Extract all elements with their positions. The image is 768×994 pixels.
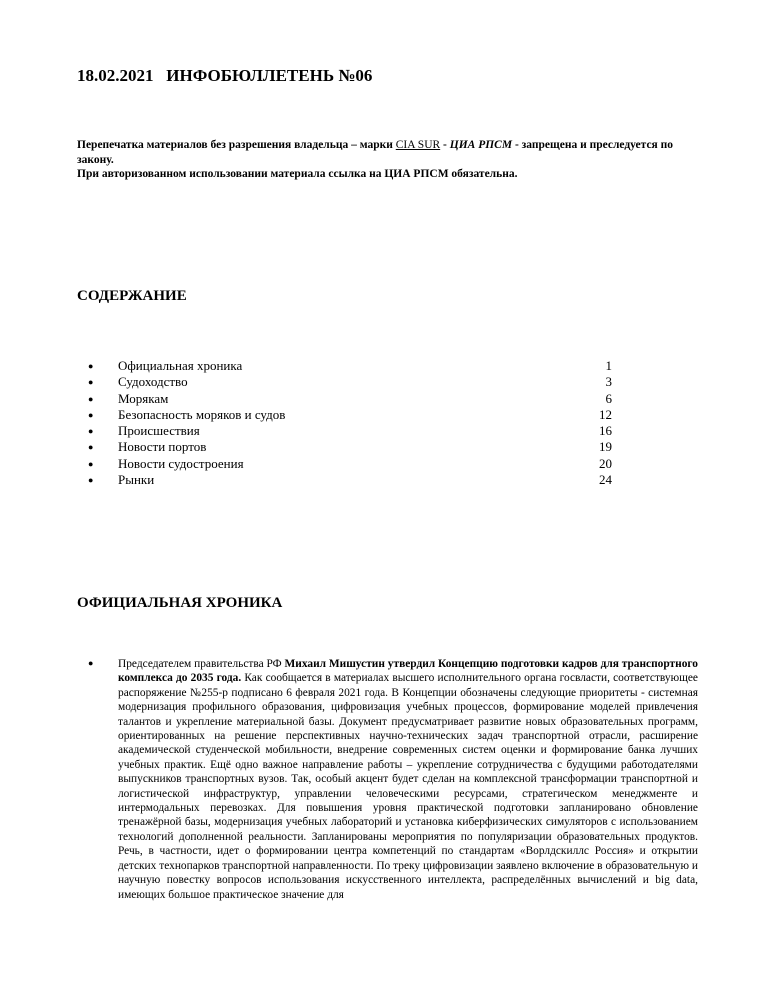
bullet-icon: ● bbox=[88, 442, 94, 453]
bullet-icon: ● bbox=[88, 361, 94, 371]
toc-item-page: 24 bbox=[599, 472, 612, 488]
notice-line-2: При авторизованном использовании материала ссылка на ЦИА РПСМ обязательна. bbox=[77, 168, 518, 180]
toc-item[interactable] bbox=[88, 472, 612, 488]
toc-item-page: 19 bbox=[599, 439, 612, 455]
table-of-contents bbox=[88, 358, 612, 488]
bullet-icon: ● bbox=[88, 475, 94, 486]
bulletin-title: 18.02.2021 ИНФОБЮЛЛЕТЕНЬ №06 bbox=[77, 66, 373, 85]
bullet-icon: ● bbox=[88, 458, 94, 469]
toc-item[interactable] bbox=[88, 407, 612, 423]
article-lead: Председателем правительства РФ bbox=[118, 658, 285, 670]
notice-line-1 bbox=[77, 138, 703, 167]
bullet-icon: ● bbox=[88, 409, 94, 420]
notice-text-1: Перепечатка материалов без разрешения владельца – марки bbox=[77, 139, 396, 151]
toc-item-page: 6 bbox=[605, 390, 612, 406]
toc-item[interactable] bbox=[88, 358, 612, 374]
toc-item-page: 16 bbox=[599, 423, 612, 439]
toc-item-label: Рынки bbox=[118, 472, 155, 488]
toc-item[interactable] bbox=[88, 374, 612, 390]
bullet-icon: ● bbox=[88, 393, 94, 404]
toc-item-page: 20 bbox=[599, 455, 612, 471]
toc-item-page: 3 bbox=[605, 374, 612, 390]
toc-item[interactable] bbox=[88, 439, 612, 455]
toc-item-label: Морякам bbox=[118, 390, 169, 406]
bullet-icon: ● bbox=[88, 658, 94, 668]
article-item bbox=[88, 657, 700, 902]
article-body: Как сообщается в материалах высшего исполнительного органа госвласти, соответствующее распоряжение №255-р подписано 6 февраля 2021 года. В Концепции обозначены следующие приоритеты - системная модернизация профильного образования, цифровизация учебных процессов, формирование моделей привлечения талантов и укрепление материальной базы. Документ предусматривает развитие новых образовательных программ, ориентированных на решение перспективных научно-технических задач транспортной отрасли, расширение академической студенческой мобильности, внедрение современных систем оценки и формирование банка лучших учебных практик. Ещё одно важное направление работы – укрепление сотрудничества с будущими работодателями выпускников транспортных вузов. Так, особый акцент будет сделан на комплексной трансформации транспортной и логистической инфраструктур, управлении человеческими ресурсами, стратегическом менеджменте и интермодальных перевозках. Для повышения уровня практической подготовки запланировано обновление тренажёрной базы, модернизация учебных лабораторий и установка киберфизических симуляторов с использованием технологий дополненной реальности. Запланированы мероприятия по популяризации образовательных продуктов. Речь, в частности, идет о формировании центра компетенций по стандартам «Ворлдскиллс Россия» и открытии детских технопарков транспортной направленности. По треку цифровизации заявлено включение в образовательную и научную повестку вопросов использования искусственного интеллекта, распределённых вычислений и big data, имеющих большое практическое значение для bbox=[118, 672, 698, 901]
toc-item-label: Судоходство bbox=[118, 374, 188, 390]
bullet-icon: ● bbox=[88, 377, 94, 388]
toc-item-label: Безопасность моряков и судов bbox=[118, 406, 286, 422]
toc-item[interactable] bbox=[88, 456, 612, 472]
toc-item[interactable] bbox=[88, 423, 612, 439]
notice-text-2: - bbox=[440, 139, 450, 151]
toc-item-label: Происшествия bbox=[118, 423, 200, 439]
article-text bbox=[118, 657, 698, 902]
copyright-notice bbox=[77, 138, 703, 182]
section-heading: ОФИЦИАЛЬНАЯ ХРОНИКА bbox=[77, 595, 283, 611]
toc-item-page: 1 bbox=[605, 358, 612, 373]
toc-item-label: Официальная хроника bbox=[118, 358, 243, 373]
notice-text-3: - запрещена и преследуется по закону. bbox=[77, 139, 674, 166]
toc-item[interactable] bbox=[88, 391, 612, 407]
bullet-icon: ● bbox=[88, 426, 94, 437]
toc-item-label: Новости судостроения bbox=[118, 455, 244, 471]
toc-item-page: 12 bbox=[599, 406, 612, 422]
toc-heading: СОДЕРЖАНИЕ bbox=[77, 288, 187, 304]
toc-item-label: Новости портов bbox=[118, 439, 207, 455]
cia-sur-link[interactable]: CIA SUR bbox=[395, 139, 441, 151]
notice-brand: ЦИА РПСМ bbox=[449, 139, 513, 151]
article-headline: Михаил Мишустин утвердил Концепцию подготовки кадров для транспортного комплекса до 2035 года. bbox=[118, 658, 698, 685]
